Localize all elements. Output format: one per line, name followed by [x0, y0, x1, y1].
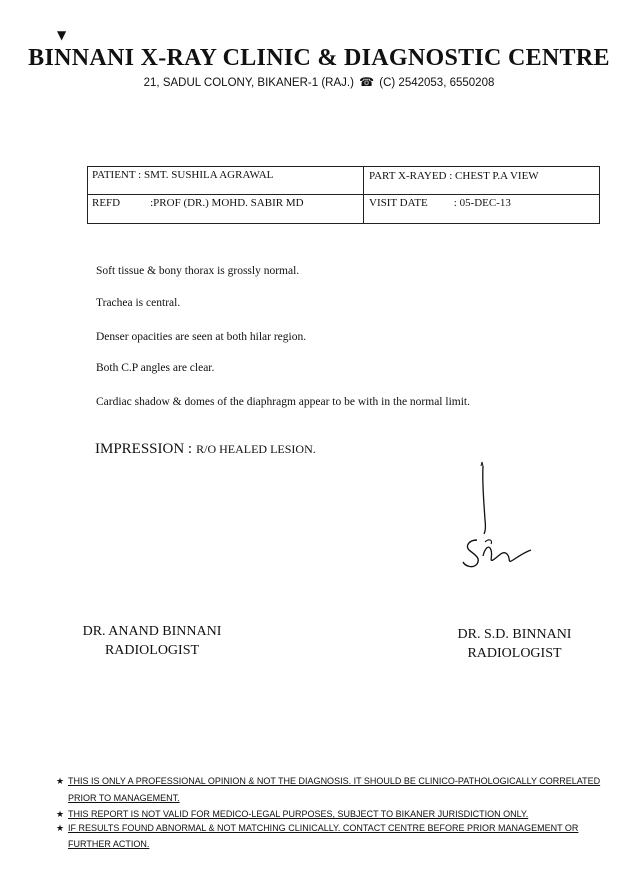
visit-date-label: VISIT DATE	[369, 197, 428, 209]
disclaimer-text: PRIOR TO MANAGEMENT.	[68, 793, 180, 803]
table-divider-horizontal	[88, 194, 599, 195]
doctor-left-title: RADIOLOGIST	[104, 643, 200, 658]
visit-date-cell	[369, 197, 511, 209]
clinic-address: 21, SADUL COLONY, BIKANER-1 (RAJ.)	[143, 77, 354, 89]
finding-line: Trachea is central.	[96, 297, 181, 309]
phone-icon: ☎	[359, 75, 375, 89]
disclaimer-note	[56, 823, 578, 834]
disclaimer-text: THIS IS ONLY A PROFESSIONAL OPINION & NOT THE DIAGNOSIS. IT SHOULD BE CLINICO-PATHOLOGICALLY CORRELATED	[68, 776, 601, 786]
disclaimer-note-continued	[68, 793, 180, 803]
clinic-name: BINNANI X-RAY CLINIC & DIAGNOSTIC CENTRE	[28, 45, 610, 71]
finding-line: Cardiac shadow & domes of the diaphragm appear to be with in the normal limit.	[96, 396, 470, 408]
finding-line: Soft tissue & bony thorax is grossly normal.	[96, 265, 300, 277]
doctor-left	[72, 622, 232, 660]
referred-by-value: :PROF (DR.) MOHD. SABIR MD	[150, 197, 304, 209]
impression-label: IMPRESSION :	[95, 441, 193, 457]
referred-by-cell	[92, 197, 304, 209]
impression	[95, 441, 316, 458]
disclaimer-note	[56, 809, 528, 820]
part-xrayed-cell: PART X-RAYED : CHEST P.A VIEW	[369, 170, 539, 182]
disclaimer-note	[56, 776, 600, 787]
visit-date-value: : 05-DEC-13	[453, 197, 511, 209]
handwritten-signature	[455, 458, 545, 578]
disclaimer-text: IF RESULTS FOUND ABNORMAL & NOT MATCHING CLINICALLY. CONTACT CENTRE BEFORE PRIOR MANAGEMENT OR	[68, 823, 579, 833]
finding-line: Both C.P angles are clear.	[96, 362, 215, 374]
referred-by-label: REFD	[92, 197, 121, 209]
clinic-phone: (C) 2542053, 6550208	[379, 77, 495, 89]
finding-line: Denser opacities are seen at both hilar region.	[96, 331, 307, 343]
disclaimer-note-continued	[68, 839, 149, 849]
patient-info-table	[87, 166, 600, 224]
disclaimer-text: FURTHER ACTION.	[68, 839, 150, 849]
disclaimer-text: THIS REPORT IS NOT VALID FOR MEDICO-LEGAL PURPOSES, SUBJECT TO BIKANER JURISDICTION ONLY.	[68, 809, 529, 819]
star-icon: ★	[56, 809, 65, 819]
patient-name-cell: PATIENT : SMT. SUSHILA AGRAWAL	[92, 169, 274, 181]
clinic-logo-mark: ▼	[57, 28, 67, 42]
star-icon: ★	[56, 776, 65, 786]
doctor-right-name: DR. S.D. BINNANI	[457, 627, 572, 642]
clinic-address-line	[0, 75, 638, 89]
table-divider-vertical	[363, 167, 364, 223]
impression-value: R/O HEALED LESION.	[196, 442, 316, 456]
doctor-right-title: RADIOLOGIST	[467, 646, 562, 661]
star-icon: ★	[56, 823, 65, 833]
doctor-left-name: DR. ANAND BINNANI	[82, 624, 222, 639]
doctor-right	[447, 625, 582, 663]
